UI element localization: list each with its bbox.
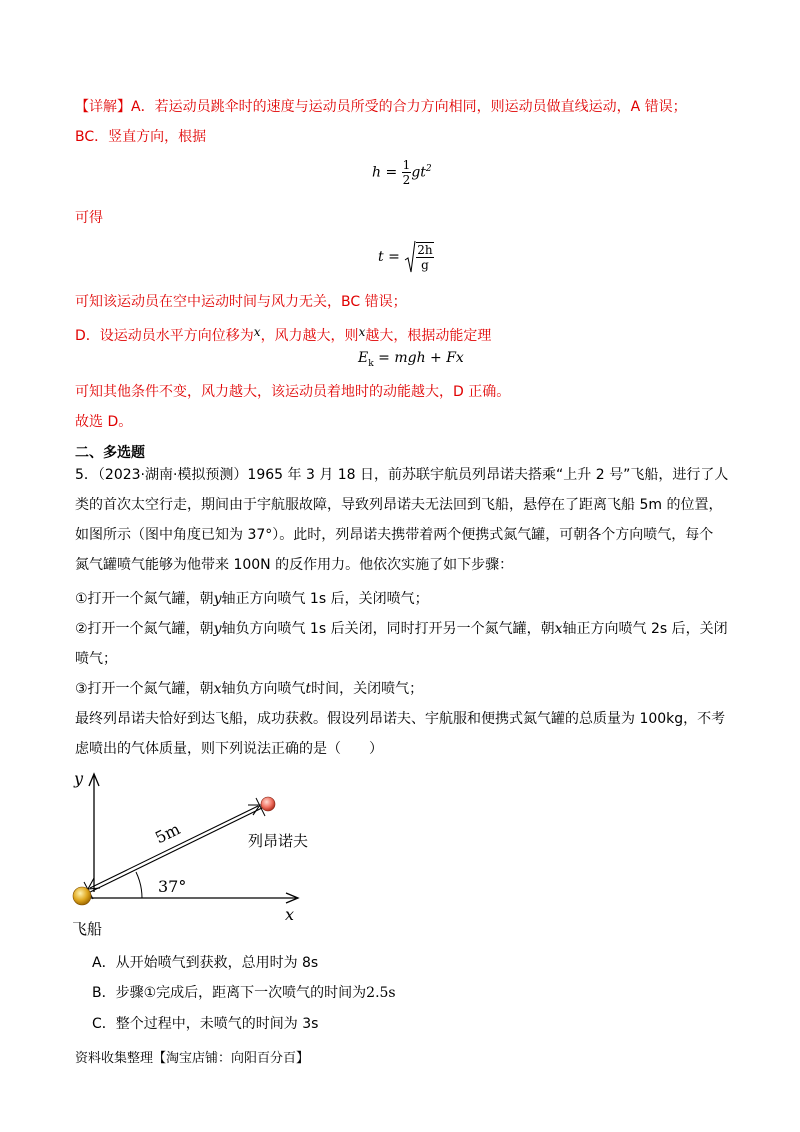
explanation-line-5: D．设运动员水平方向位移为x，风力越大，则x越大，根据动能定理 (75, 325, 492, 344)
option-a: A．从开始喷气到获救，总用时为 8s (92, 955, 319, 971)
question-line-2: 类的首次太空行走，期间由于宇航服故障，导致列昂诺夫无法回到飞船，悬停在了距离飞船 5m 的位置， (75, 497, 723, 513)
x-axis-label: x (285, 905, 295, 924)
explanation-line-7: 故选 D。 (75, 414, 133, 430)
spaceship-label: 飞船 (72, 920, 103, 938)
explanation-line-4: 可知该运动员在空中运动时间与风力无关，BC 错误； (75, 294, 407, 310)
option-b: B．步骤①完成后，距离下一次喷气的时间为2.5s (92, 985, 396, 1001)
explanation-line-3: 可得 (75, 210, 103, 226)
formula-ek: $E_k$ = mgh + Fx (358, 350, 464, 369)
spaceship-icon (73, 887, 91, 905)
section-title: 二、多选题 (75, 445, 145, 461)
angle-arc (136, 872, 142, 898)
step-3: ③打开一个氮气罐，朝x轴负方向喷气t时间，关闭喷气； (75, 681, 424, 697)
question-line-4: 氮气罐喷气能够为他带来 100N 的反作用力。他依次实施了如下步骤： (75, 557, 514, 573)
distance-label: 5m (152, 819, 184, 848)
step-2-continued: 喷气； (75, 651, 117, 667)
step-2: ②打开一个氮气罐，朝y轴负方向喷气 1s 后关闭，同时打开另一个氮气罐，朝x轴正方向喷气 2s 后，关闭 (75, 621, 728, 637)
astronaut-label: 列昂诺夫 (248, 832, 309, 850)
y-axis-label: y (74, 769, 84, 788)
distance-line (90, 806, 258, 888)
explanation-line-2: BC．竖直方向，根据 (75, 129, 207, 145)
astronaut-icon (261, 797, 275, 811)
astronaut-diagram (60, 762, 360, 942)
step-1: ①打开一个氮气罐，朝y轴正方向喷气 1s 后，关闭喷气； (75, 591, 429, 607)
question-line-3: 如图所示（图中角度已知为 37°）。此时，列昂诺夫携带着两个便携式氮气罐，可朝各个方向喷气，每个 (75, 527, 714, 543)
angle-label: 37° (158, 877, 187, 896)
option-c: C．整个过程中，未喷气的时间为 3s (92, 1016, 319, 1032)
question-line-1: 5．（2023·湖南·模拟预测）1965 年 3 月 18 日，前苏联宇航员列昂诺夫搭乘“上升 2 号”飞船，进行了人 (75, 467, 729, 483)
question-line-5: 最终列昂诺夫恰好到达飞船，成功获救。假设列昂诺夫、宇航服和便携式氮气罐的总质量为 100kg，不考 (75, 711, 726, 727)
formula-t: t = $\frac{2h}{g}$ (378, 240, 434, 274)
explanation-line-6: 可知其他条件不变，风力越大，该运动员着地时的动能越大，D 正确。 (75, 384, 511, 400)
detail-tag: 【详解】 (75, 99, 131, 115)
question-line-6: 虑喷出的气体质量，则下列说法正确的是（ ） (75, 741, 383, 757)
explanation-line-1: 【详解】A．若运动员跳伞时的速度与运动员所受的合力方向相同，则运动员做直线运动，A 错误； (75, 99, 687, 115)
sqrt-sign (404, 240, 416, 274)
footer-note: 资料收集整理【淘宝店铺：向阳百分百】 (75, 1051, 310, 1066)
formula-h: h = $\frac{1}{2}$ $gt^2$ (372, 158, 432, 187)
